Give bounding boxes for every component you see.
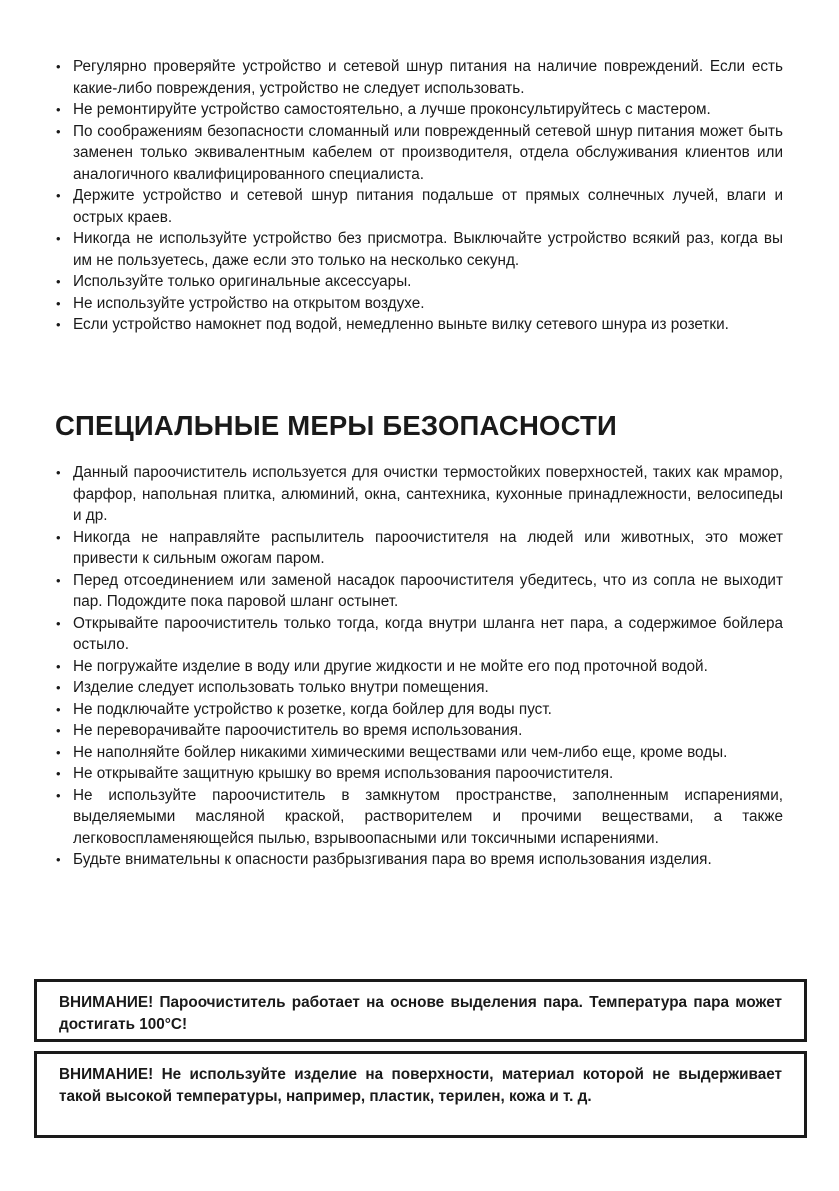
special-safety-list bbox=[55, 462, 783, 871]
list-item: • Изделие следует использовать только внутри помещения. bbox=[55, 677, 783, 699]
warning-box-temperature: ВНИМАНИЕ! Пароочиститель работает на основе выделения пара. Температура пара может достигать 100°C! bbox=[34, 979, 807, 1042]
list-item: • Открывайте пароочиститель только тогда, когда внутри шланга нет пара, а содержимое бойлера остыло. bbox=[55, 613, 783, 656]
list-item: • Никогда не направляйте распылитель пароочистителя на людей или животных, это может привести к сильным ожогам паром. bbox=[55, 527, 783, 570]
list-item: • Не погружайте изделие в воду или другие жидкости и не мойте его под проточной водой. bbox=[55, 656, 783, 678]
list-item: • Не ремонтируйте устройство самостоятельно, а лучше проконсультируйтесь с мастером. bbox=[55, 99, 783, 121]
list-item: • Если устройство намокнет под водой, немедленно выньте вилку сетевого шнура из розетки. bbox=[55, 314, 783, 336]
list-item: • Не используйте пароочиститель в замкнутом пространстве, заполненным испарениями, выделяемыми масляной краской, растворителем и прочими веществами, а также легковоспламеняющейся пылью, взрывоопасными или токсичными испарениями. bbox=[55, 785, 783, 850]
list-item: • Будьте внимательны к опасности разбрызгивания пара во время использования изделия. bbox=[55, 849, 783, 871]
list-item: • Не открывайте защитную крышку во время использования пароочистителя. bbox=[55, 763, 783, 785]
list-item: • Регулярно проверяйте устройство и сетевой шнур питания на наличие повреждений. Если есть какие-либо повреждения, устройство не следует использовать. bbox=[55, 56, 783, 99]
section-title: СПЕЦИАЛЬНЫЕ МЕРЫ БЕЗОПАСНОСТИ bbox=[55, 410, 617, 441]
list-item: • Не переворачивайте пароочиститель во время использования. bbox=[55, 720, 783, 742]
general-safety-list bbox=[55, 56, 783, 336]
list-item: • По соображениям безопасности сломанный или поврежденный сетевой шнур питания может быть заменен только эквивалентным кабелем от производителя, отдела обслуживания клиентов или аналогичного квалифицированного специалиста. bbox=[55, 121, 783, 186]
warning-box-surface: ВНИМАНИЕ! Не используйте изделие на поверхности, материал которой не выдерживает такой высокой температуры, например, пластик, терилен, кожа и т. д. bbox=[34, 1051, 807, 1138]
list-item: • Используйте только оригинальные аксессуары. bbox=[55, 271, 783, 293]
list-item: • Перед отсоединением или заменой насадок пароочистителя убедитесь, что из сопла не выходит пар. Подождите пока паровой шланг остынет. bbox=[55, 570, 783, 613]
list-item: • Держите устройство и сетевой шнур питания подальше от прямых солнечных лучей, влаги и острых краев. bbox=[55, 185, 783, 228]
list-item: • Данный пароочиститель используется для очистки термостойких поверхностей, таких как мрамор, фарфор, напольная плитка, алюминий, окна, сантехника, кухонные принадлежности, велосипеды и др. bbox=[55, 462, 783, 527]
list-item: • Не используйте устройство на открытом воздухе. bbox=[55, 293, 783, 315]
list-item: • Никогда не используйте устройство без присмотра. Выключайте устройство всякий раз, когда вы им не пользуетесь, даже если это только на несколько секунд. bbox=[55, 228, 783, 271]
list-item: • Не наполняйте бойлер никакими химическими веществами или чем-либо еще, кроме воды. bbox=[55, 742, 783, 764]
list-item: • Не подключайте устройство к розетке, когда бойлер для воды пуст. bbox=[55, 699, 783, 721]
